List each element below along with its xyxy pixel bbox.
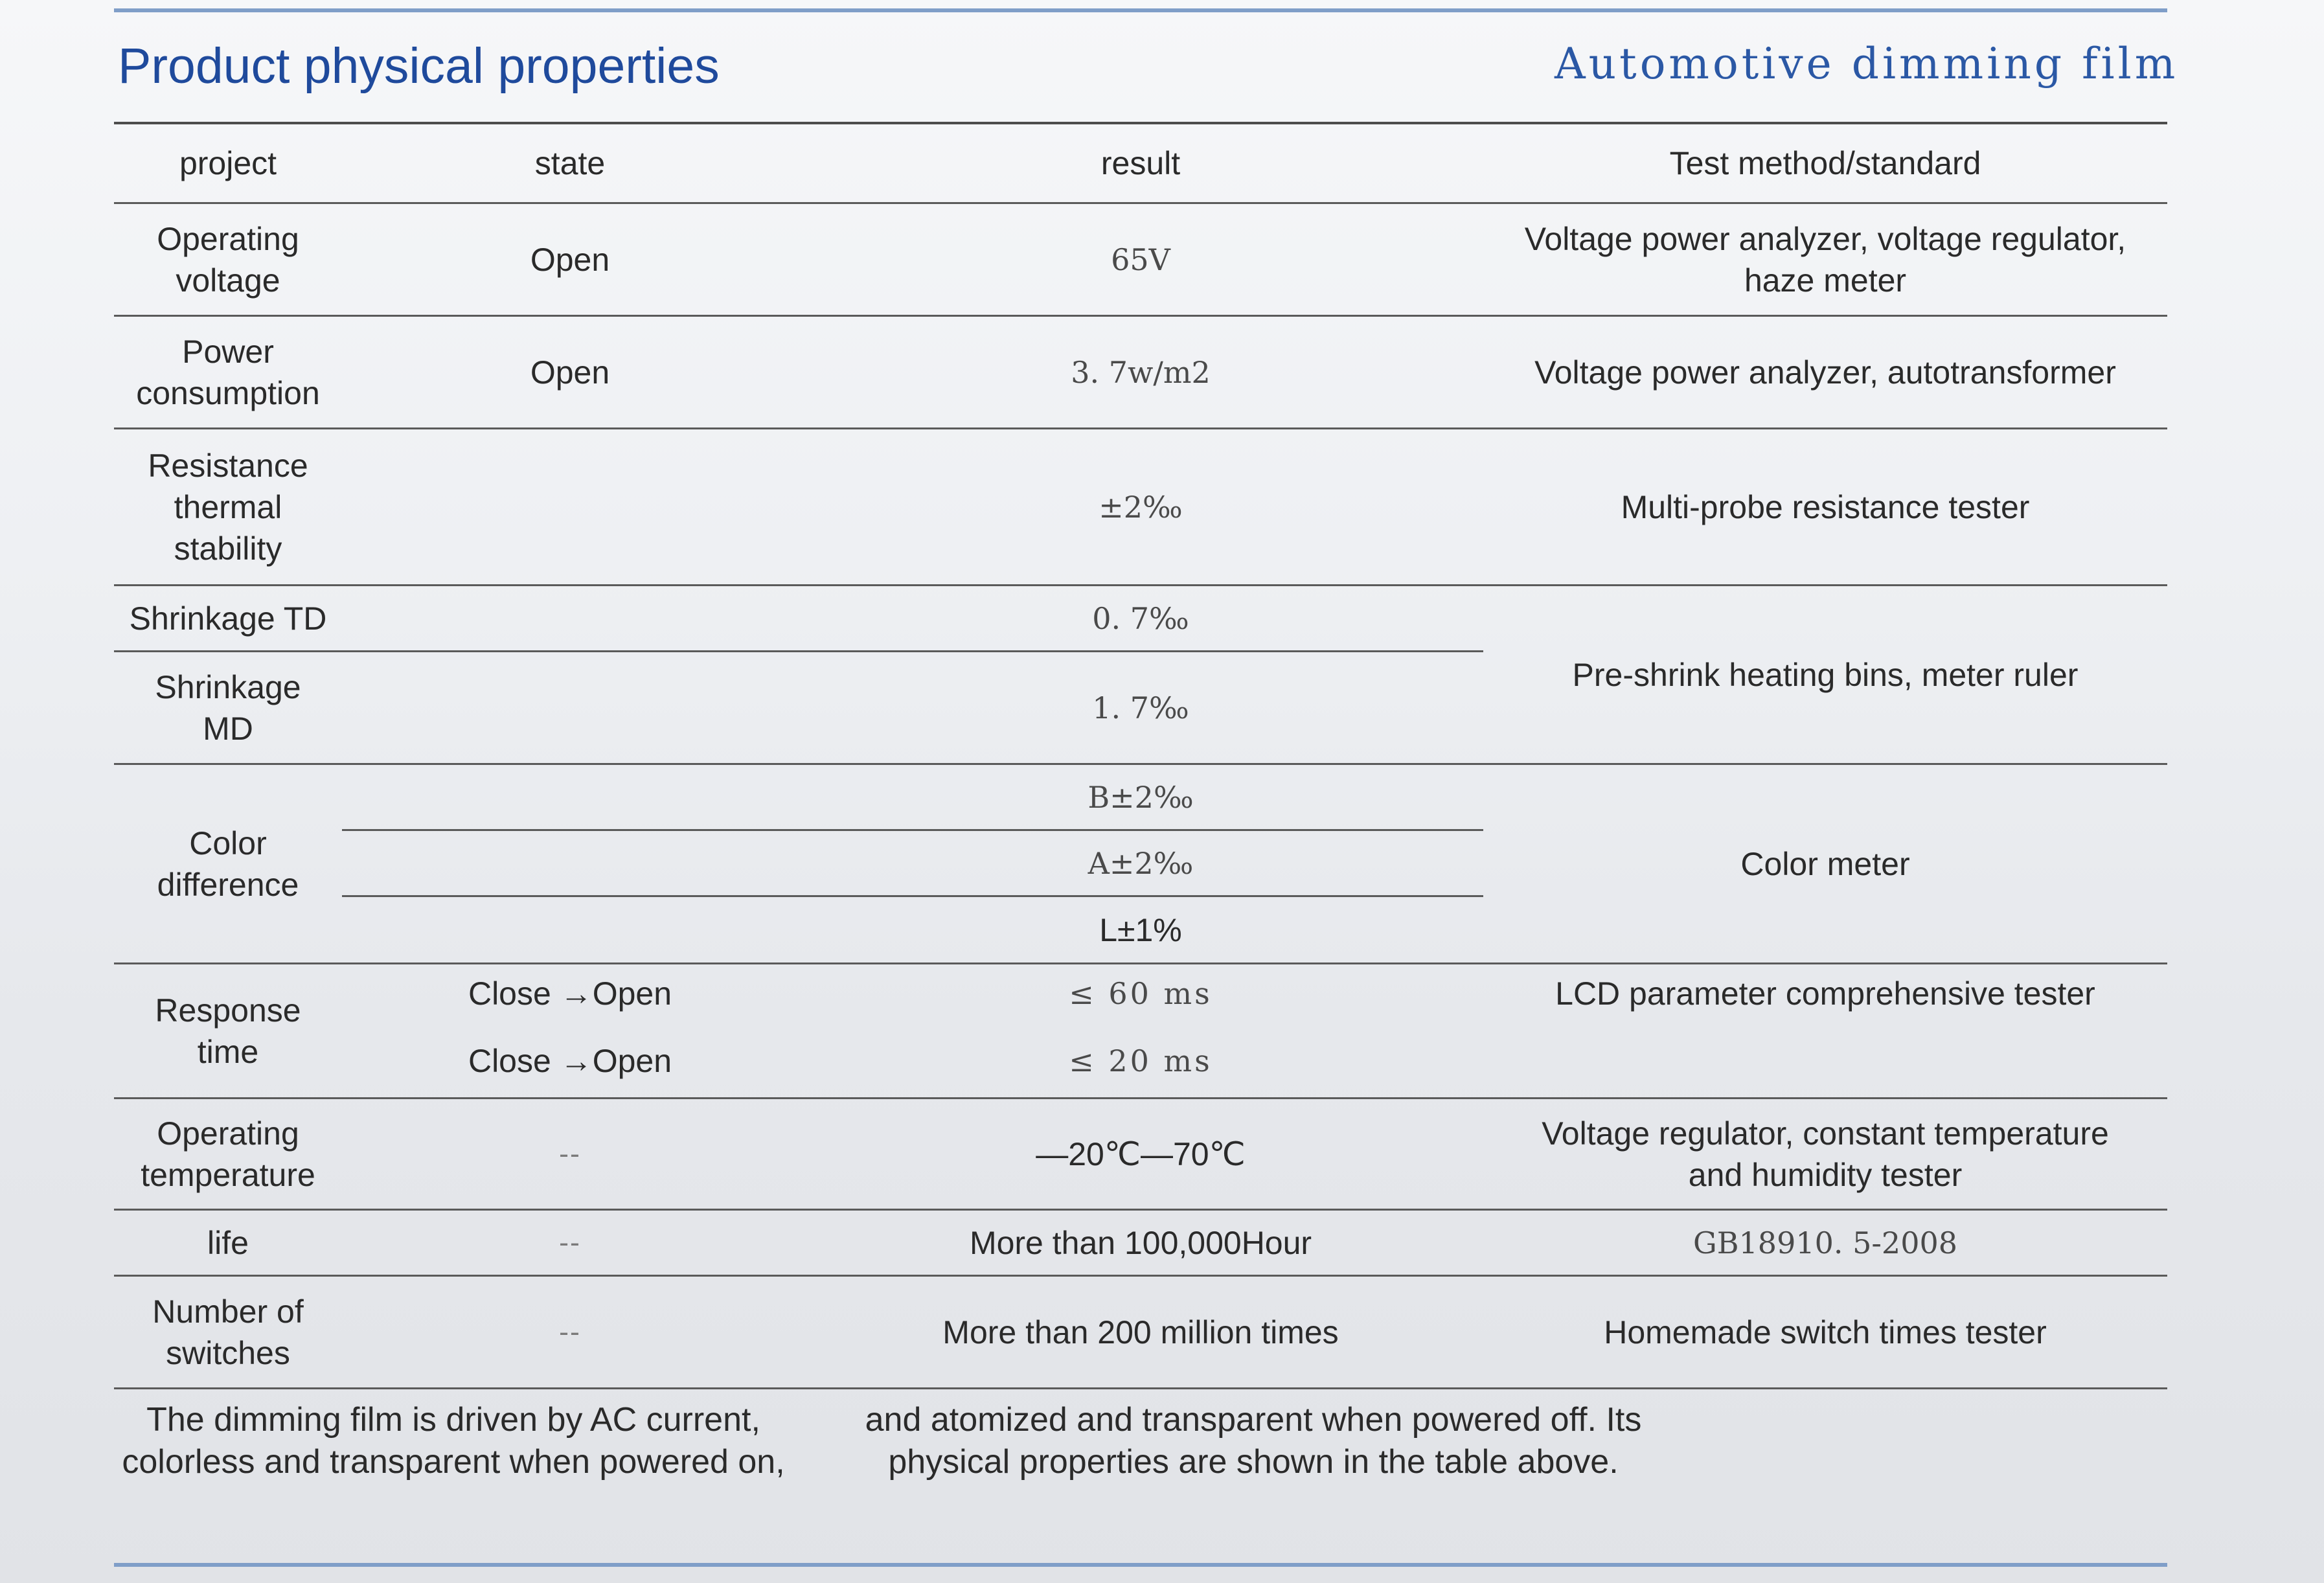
project-line: stability — [174, 530, 282, 567]
project-line: consumption — [136, 374, 320, 411]
cell-result-color-a: A±2‰ — [1088, 845, 1194, 881]
cell-project-operating-voltage — [114, 204, 342, 315]
cell-project-life: life — [207, 1224, 249, 1261]
project-line: Resistance — [148, 447, 308, 484]
project-line: MD — [203, 710, 253, 747]
footer-note-right — [829, 1399, 1678, 1483]
cell-project-power-consumption — [114, 317, 342, 427]
cell-state-power-consumption: Open — [530, 354, 610, 391]
cell-method-operating-voltage — [1483, 204, 2167, 315]
cell-result-response-2: ≤ 20 ms — [1069, 1043, 1213, 1078]
column-header-state: state — [534, 145, 606, 181]
page-title: Product physical properties — [118, 38, 720, 94]
table-bottom-rule — [114, 1387, 2167, 1389]
cell-project-shrinkage-md — [114, 652, 342, 763]
cell-project-shrinkage-td: Shrinkage TD — [129, 600, 327, 637]
bottom-divider — [114, 1563, 2167, 1567]
cell-project-operating-temperature — [114, 1099, 342, 1209]
project-line: voltage — [176, 262, 280, 299]
cell-method-switches: Homemade switch times tester — [1604, 1314, 2047, 1350]
cell-method-shrinkage: Pre-shrink heating bins, meter ruler — [1572, 656, 2079, 693]
cell-state-operating-voltage: Open — [530, 241, 610, 278]
footer-note-left — [97, 1399, 810, 1483]
cell-method-power-consumption: Voltage power analyzer, autotransformer — [1534, 354, 2116, 391]
cell-result-switches: More than 200 million times — [942, 1314, 1339, 1350]
cell-result-color-l: L±1% — [1099, 911, 1182, 948]
cell-result-operating-temperature: —20℃—70℃ — [1036, 1135, 1246, 1172]
method-line: and humidity tester — [1688, 1156, 1963, 1193]
column-header-project: project — [179, 145, 277, 181]
project-line: Shrinkage — [155, 668, 301, 705]
cell-result-resistance: ±2‰ — [1099, 489, 1183, 525]
cell-result-shrinkage-td: 0. 7‰ — [1092, 600, 1189, 636]
cell-project-color-difference — [114, 765, 342, 962]
cell-project-response-time — [114, 964, 342, 1097]
method-line: Voltage regulator, constant temperature — [1542, 1115, 2109, 1152]
cell-method-resistance: Multi-probe resistance tester — [1621, 488, 2030, 525]
column-header-result: result — [1100, 145, 1181, 181]
project-line: difference — [157, 866, 299, 903]
footer-line: physical properties are shown in the table above. — [888, 1443, 1619, 1481]
project-line: Number of — [152, 1293, 304, 1330]
page-subtitle: Automotive dimming film — [1555, 39, 2179, 89]
cell-method-response-time: LCD parameter comprehensive tester — [1555, 975, 2095, 1012]
cell-state-switches: -- — [559, 1315, 581, 1349]
cell-state-response-2: Close →Open — [468, 1043, 672, 1079]
cell-state-response-1: Close →Open — [468, 975, 672, 1012]
cell-project-resistance — [114, 429, 342, 584]
cell-state-operating-temperature: -- — [559, 1137, 581, 1170]
project-line: Color — [189, 825, 267, 861]
cell-result-shrinkage-md: 1. 7‰ — [1092, 690, 1189, 725]
cell-result-color-b: B±2‰ — [1088, 779, 1194, 815]
method-line: haze meter — [1744, 262, 1907, 299]
project-line: Operating — [157, 220, 299, 257]
project-line: Operating — [157, 1115, 299, 1152]
project-line: Power — [182, 333, 274, 370]
footer-line: The dimming film is driven by AC current, — [146, 1401, 760, 1439]
project-line: switches — [166, 1334, 290, 1371]
method-line: Voltage power analyzer, voltage regulator, — [1524, 220, 2126, 257]
cell-state-life: -- — [559, 1225, 581, 1259]
project-line: temperature — [141, 1156, 315, 1193]
footer-line: colorless and transparent when powered on, — [122, 1443, 785, 1481]
cell-result-operating-voltage: 65V — [1111, 242, 1170, 277]
cell-method-life: GB18910. 5-2008 — [1692, 1225, 1957, 1260]
project-line: thermal — [174, 488, 282, 525]
cell-project-switches — [114, 1277, 342, 1387]
cell-method-operating-temperature — [1483, 1099, 2167, 1209]
footer-line: and atomized and transparent when powered off. Its — [865, 1401, 1642, 1439]
column-header-method: Test method/standard — [1669, 145, 1981, 181]
cell-method-color-difference: Color meter — [1740, 845, 1910, 882]
cell-result-life: More than 100,000Hour — [969, 1224, 1312, 1261]
cell-result-power-consumption: 3. 7w/m2 — [1071, 354, 1211, 390]
top-divider — [114, 8, 2167, 12]
project-line: time — [197, 1033, 259, 1070]
project-line: Response — [155, 992, 301, 1029]
cell-result-response-1: ≤ 60 ms — [1069, 976, 1213, 1011]
